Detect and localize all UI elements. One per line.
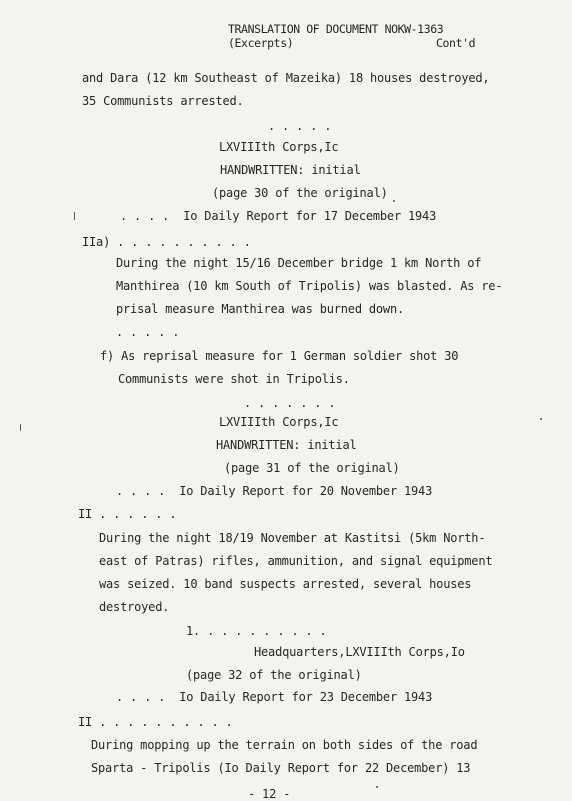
document-title: TRANSLATION OF DOCUMENT NOKW-1363 (228, 22, 444, 36)
separator-dots: . . . . . (268, 119, 332, 133)
corps-label: LXVIIIth Corps,Ic (219, 140, 339, 154)
page-number: - 12 - (248, 787, 291, 801)
section-marker: II . . . . . . . . . . (78, 715, 233, 729)
body-line: Sparta - Tripolis (Io Daily Report for 22 December) 13 (91, 761, 471, 775)
body-line: east of Patras) rifles, ammunition, and signal equipment (99, 554, 493, 568)
body-line: destroyed. (99, 600, 170, 614)
scan-speck (393, 200, 395, 202)
body-line: Manthirea (10 km South of Tripolis) was blasted. As re- (116, 279, 503, 293)
separator-dots: . . . . . . . (244, 396, 336, 410)
body-line: prisal measure Manthirea was burned down. (116, 302, 405, 316)
section-marker: II . . . . . . (78, 507, 177, 521)
separator-dots: . . . . . (116, 325, 180, 339)
scan-speck (74, 212, 75, 220)
body-line: f) As reprisal measure for 1 German soldier shot 30 (100, 349, 459, 363)
section-marker: IIa) . . . . . . . . . . (82, 235, 251, 249)
body-line: Communists were shot in Tripolis. (118, 372, 350, 386)
body-line: During the night 18/19 November at Kastitsi (5km North- (99, 531, 486, 545)
report-heading: . . . . Io Daily Report for 20 November 1943 (116, 484, 433, 498)
scan-speck (20, 424, 21, 431)
scan-speck (376, 786, 378, 788)
handwritten-note: HANDWRITTEN: initial (216, 438, 357, 452)
page-reference: (page 32 of the original) (186, 668, 362, 682)
document-subtitle: (Excerpts) (228, 36, 294, 50)
corps-label: LXVIIIth Corps,Ic (219, 415, 339, 429)
body-line: 35 Communists arrested. (82, 94, 244, 108)
page-reference: (page 31 of the original) (224, 461, 400, 475)
continued-label: Cont'd (436, 36, 476, 50)
page-reference: (page 30 of the original) (212, 186, 388, 200)
body-line: and Dara (12 km Southeast of Mazeika) 18 houses destroyed, (82, 71, 490, 85)
separator-dots: 1. . . . . . . . . . (186, 624, 327, 638)
body-line: During the night 15/16 December bridge 1 km North of (116, 256, 482, 270)
body-line: was seized. 10 band suspects arrested, several houses (99, 577, 472, 591)
report-heading: . . . . Io Daily Report for 23 December 1943 (116, 690, 433, 704)
headquarters-label: Headquarters,LXVIIIth Corps,Io (254, 645, 465, 659)
body-line: During mopping up the terrain on both sides of the road (91, 738, 478, 752)
scan-speck (540, 418, 542, 420)
handwritten-note: HANDWRITTEN: initial (220, 163, 361, 177)
report-heading: . . . . Io Daily Report for 17 December 1943 (120, 209, 437, 223)
